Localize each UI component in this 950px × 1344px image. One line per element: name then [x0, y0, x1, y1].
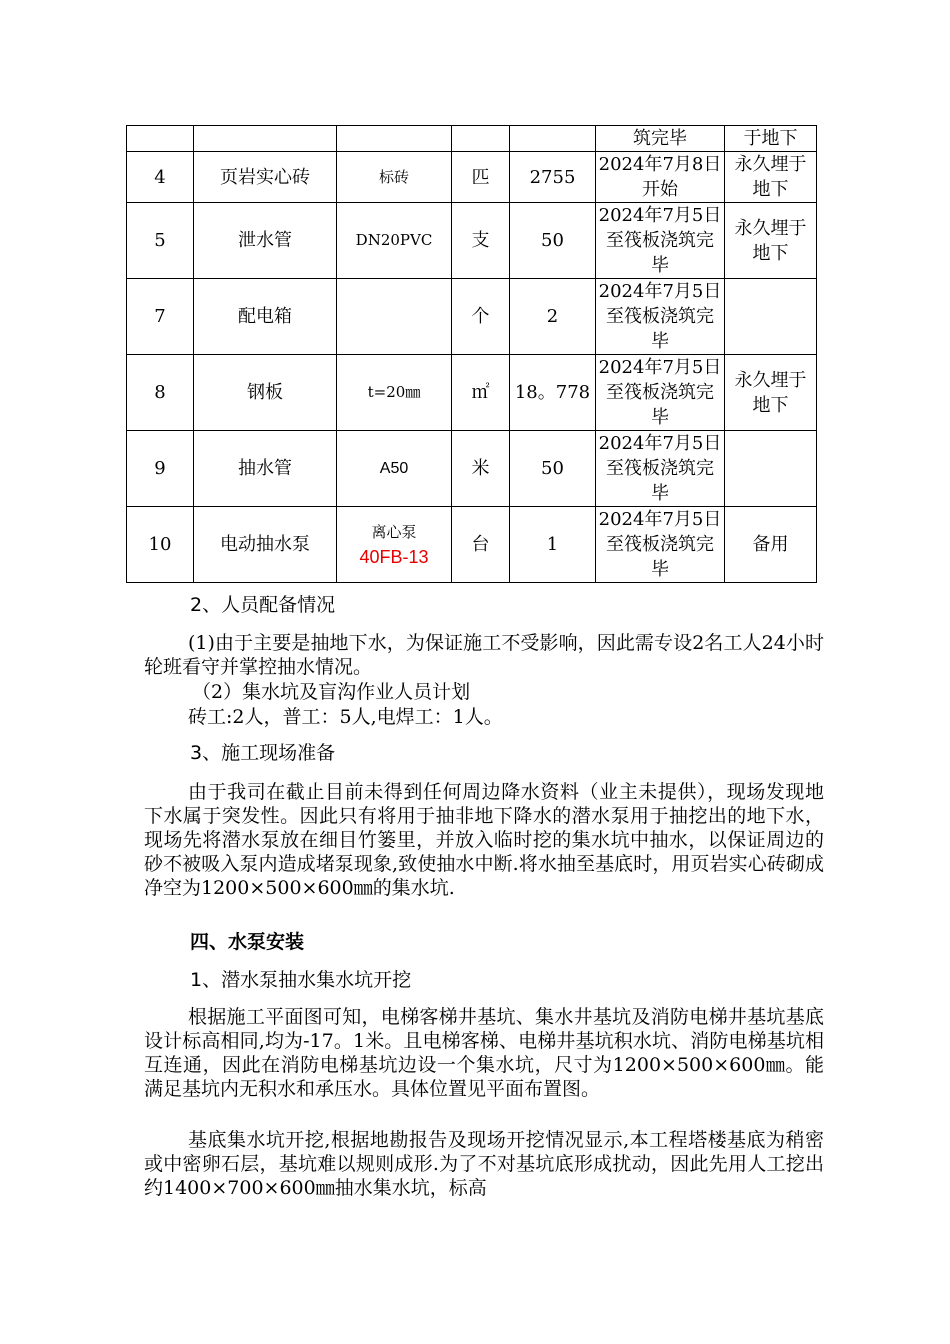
cell-qty: 1: [510, 507, 596, 583]
cell-time: 2024年7月5日至筏板浇筑完毕: [596, 355, 725, 431]
paragraph: 根据施工平面图可知，电梯客梯井基坑、集水井基坑及消防电梯井基坑基底设计标高相同,均为-17。1米。且电梯客梯、电梯井基坑积水坑、消防电梯基坑相互连通，因此在消防电梯基坑边设一个集水坑，尺寸为1200×500×600㎜。能满足基坑内无积水和承压水。具体位置见平面布置图。: [144, 1006, 824, 1100]
cell-name: 电动抽水泵: [194, 507, 337, 583]
cell-name: 配电箱: [194, 279, 337, 355]
cell-name: 抽水管: [194, 431, 337, 507]
cell-note: [725, 279, 817, 355]
cell-unit: 支: [452, 203, 510, 279]
cell-spec: A50: [337, 431, 452, 507]
cell-no: 7: [127, 279, 194, 355]
cell-time: 2024年7月5日至筏板浇筑完毕: [596, 203, 725, 279]
cell-spec: t=20㎜: [337, 355, 452, 431]
table-row: [127, 355, 817, 431]
materials-table: [126, 125, 817, 583]
spec-model: 40FB-13: [359, 546, 429, 567]
cell-unit: 匹: [452, 152, 510, 203]
cell-note: 永久埋于地下: [725, 203, 817, 279]
cell-qty: 50: [510, 203, 596, 279]
cell-spec: 标砖: [337, 152, 452, 203]
cell-note: 永久埋于地下: [725, 152, 817, 203]
cell-unit: 台: [452, 507, 510, 583]
section-heading: 3、施工现场准备: [190, 742, 336, 764]
cell-unit: 个: [452, 279, 510, 355]
cell-name: 泄水管: [194, 203, 337, 279]
table-row: [127, 507, 817, 583]
cell-note: [725, 431, 817, 507]
table-row: [127, 126, 817, 152]
cell-name: [194, 126, 337, 152]
cell-note: 永久埋于地下: [725, 355, 817, 431]
table-row: [127, 152, 817, 203]
cell-qty: 50: [510, 431, 596, 507]
paragraph: （2）集水坑及盲沟作业人员计划: [192, 681, 471, 703]
cell-name: 页岩实心砖: [194, 152, 337, 203]
section-heading: 2、人员配备情况: [190, 594, 336, 616]
cell-spec: [337, 279, 452, 355]
cell-time: 2024年7月8日开始: [596, 152, 725, 203]
cell-spec: [337, 126, 452, 152]
cell-no: [127, 126, 194, 152]
cell-unit: ㎡: [452, 355, 510, 431]
paragraph: 砖工:2人，普工：5人,电焊工：1人。: [188, 706, 503, 728]
paragraph: (1)由于主要是抽地下水，为保证施工不受影响，因此需专设2名工人24小时轮班看守并掌控抽水情况。: [144, 632, 824, 678]
cell-no: 5: [127, 203, 194, 279]
cell-spec: [337, 507, 452, 583]
cell-spec: DN20PVC: [337, 203, 452, 279]
subsection-heading: 1、潜水泵抽水集水坑开挖: [190, 969, 412, 991]
cell-no: 9: [127, 431, 194, 507]
cell-unit: [452, 126, 510, 152]
cell-name: 钢板: [194, 355, 337, 431]
table-row: [127, 203, 817, 279]
cell-time: 2024年7月5日至筏板浇筑完毕: [596, 279, 725, 355]
cell-no: 8: [127, 355, 194, 431]
cell-qty: 18。778: [510, 355, 596, 431]
table-row: [127, 279, 817, 355]
cell-note: 备用: [725, 507, 817, 583]
paragraph: 基底集水坑开挖,根据地勘报告及现场开挖情况显示,本工程塔楼基底为稍密或中密卵石层，基坑难以规则成形.为了不对基坑底形成扰动，因此先用人工挖出约1400×700×600㎜抽水集水坑，标高: [144, 1129, 824, 1199]
cell-qty: 2: [510, 279, 596, 355]
cell-time: 2024年7月5日至筏板浇筑完毕: [596, 507, 725, 583]
section-heading: 四、水泵安装: [190, 931, 305, 953]
cell-time: 2024年7月5日至筏板浇筑完毕: [596, 431, 725, 507]
table-row: [127, 431, 817, 507]
cell-qty: 2755: [510, 152, 596, 203]
cell-unit: 米: [452, 431, 510, 507]
cell-qty: [510, 126, 596, 152]
paragraph: 由于我司在截止目前未得到任何周边降水资料（业主未提供），现场发现地下水属于突发性。因此只有将用于抽非地下降水的潜水泵用于抽挖出的地下水，现场先将潜水泵放在细目竹篓里，并放入临时挖的集水坑中抽水，以保证周边的砂不被吸入泵内造成堵泵现象,致使抽水中断.将水抽至基底时，用页岩实心砖砌成净空为1200×500×600㎜的集水坑.: [144, 781, 824, 899]
cell-no: 4: [127, 152, 194, 203]
cell-no: 10: [127, 507, 194, 583]
cell-note: 于地下: [725, 126, 817, 152]
cell-time: 筑完毕: [596, 126, 725, 152]
spec-line: 离心泵: [371, 522, 417, 541]
